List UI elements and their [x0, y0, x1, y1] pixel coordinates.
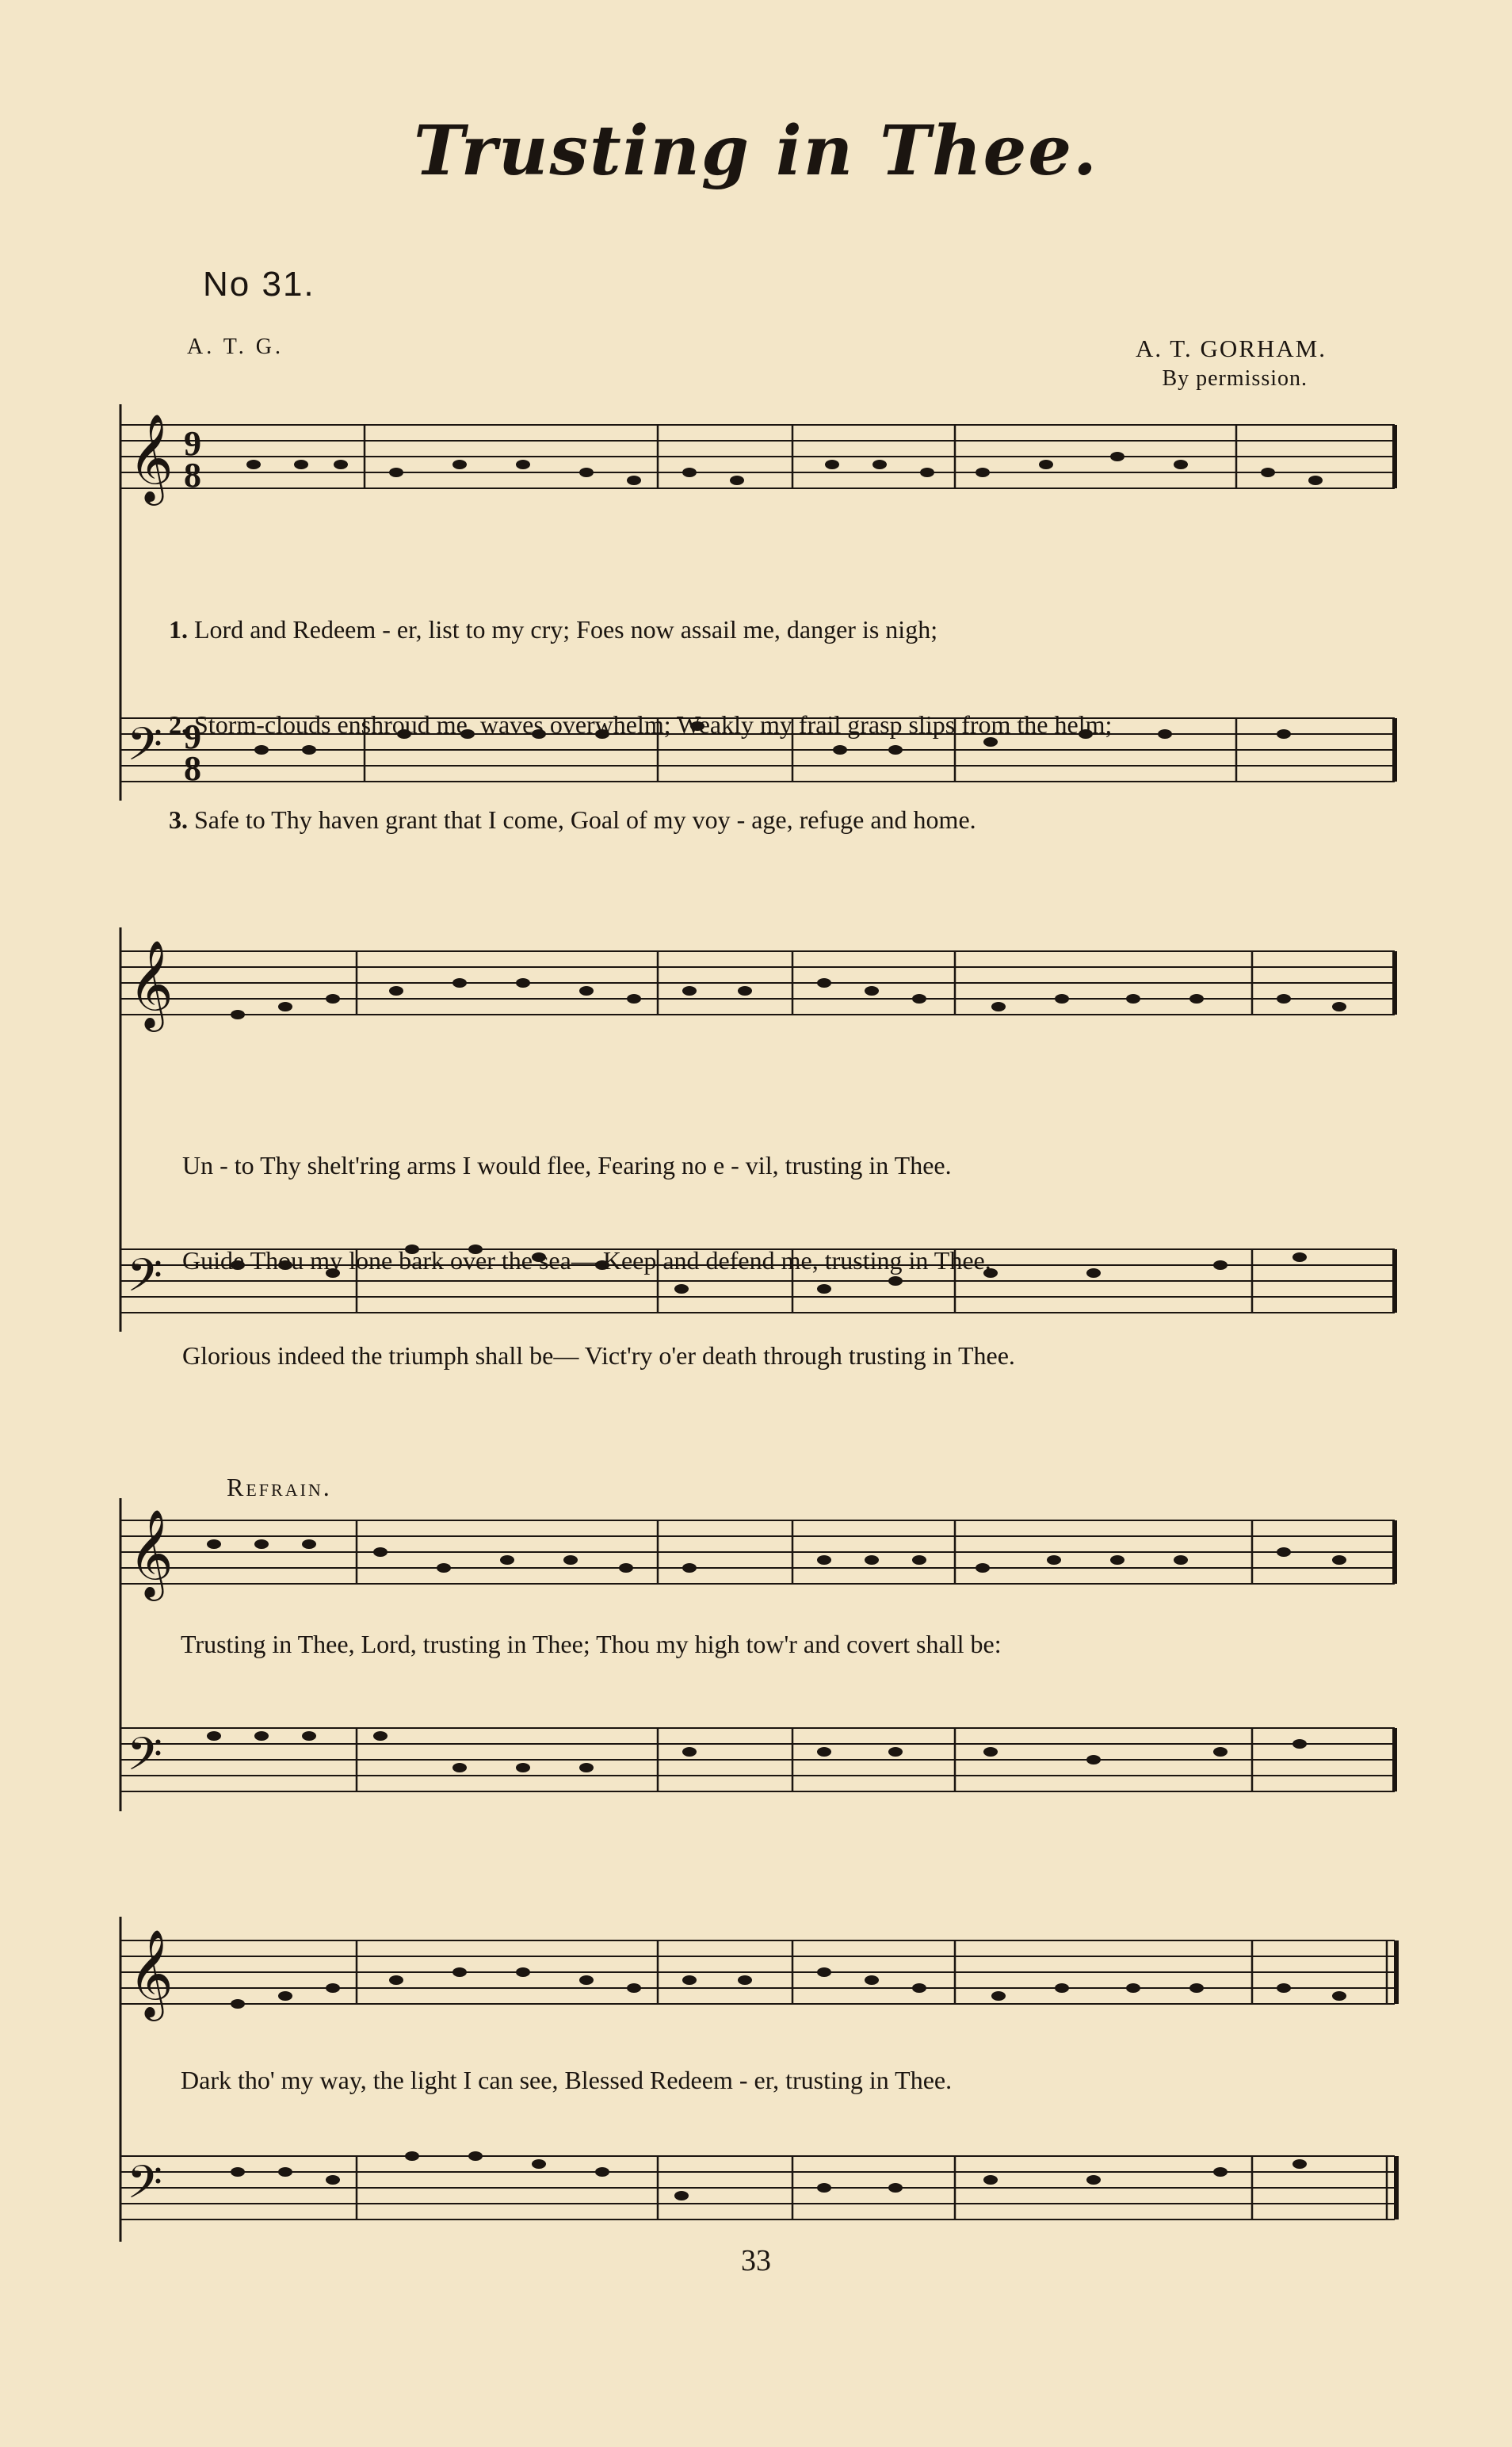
- page-number: 33: [741, 2244, 771, 2277]
- treble-staff: [120, 425, 1395, 488]
- verse-line: Guide Thou my lone bark over the sea— Keep and defend me, trusting in Thee.: [182, 1246, 991, 1275]
- svg-text:𝄞: 𝄞: [128, 939, 174, 1028]
- svg-text:8: 8: [184, 749, 201, 788]
- svg-text:𝄢: 𝄢: [127, 1727, 163, 1792]
- svg-text:𝄞: 𝄞: [128, 413, 174, 502]
- composer-credit: A. T. GORHAM.: [1135, 335, 1327, 362]
- refrain-lyric-line-2: Dark tho' my way, the light I can see, Blessed Redeem - er, trusting in Thee.: [181, 2066, 953, 2094]
- svg-text:9: 9: [184, 717, 201, 756]
- refrain-label: Refrain.: [227, 1473, 332, 1501]
- svg-text:9: 9: [184, 424, 201, 463]
- lyricist-credit: A. T. G.: [187, 335, 284, 359]
- refrain-lyric-line-1: Trusting in Thee, Lord, trusting in Thee; Thou my high tow'r and covert shall be:: [181, 1630, 1002, 1658]
- verse-line: 1. Lord and Redeem - er, list to my cry; Foes now assail me, danger is nigh;: [169, 615, 938, 644]
- verse-line: Glorious indeed the triumph shall be— Vict'ry o'er death through trusting in Thee.: [182, 1341, 1015, 1370]
- hymn-number: No 31.: [203, 265, 315, 304]
- svg-text:𝄢: 𝄢: [127, 1248, 163, 1313]
- verse-line: 2. Storm-clouds enshroud me, waves overwhelm; Weakly my frail grasp slips from the helm;: [169, 710, 1113, 739]
- permission-note: By permission.: [1162, 366, 1308, 391]
- svg-text:𝄞: 𝄞: [128, 1929, 174, 2017]
- verse-line: Un - to Thy shelt'ring arms I would flee, Fearing no e - vil, trusting in Thee.: [182, 1151, 952, 1180]
- verse-lines-2: [182, 1086, 1015, 1403]
- hymn-title: Trusting in Thee.: [413, 111, 1099, 191]
- svg-text:𝄞: 𝄞: [128, 1508, 174, 1597]
- verse-lines-1: [169, 550, 1112, 867]
- svg-text:𝄢: 𝄢: [127, 2155, 163, 2220]
- svg-text:8: 8: [184, 456, 201, 495]
- verse-line: 3. Safe to Thy haven grant that I come, Goal of my voy - age, refuge and home.: [169, 805, 976, 834]
- svg-text:𝄢: 𝄢: [127, 717, 163, 782]
